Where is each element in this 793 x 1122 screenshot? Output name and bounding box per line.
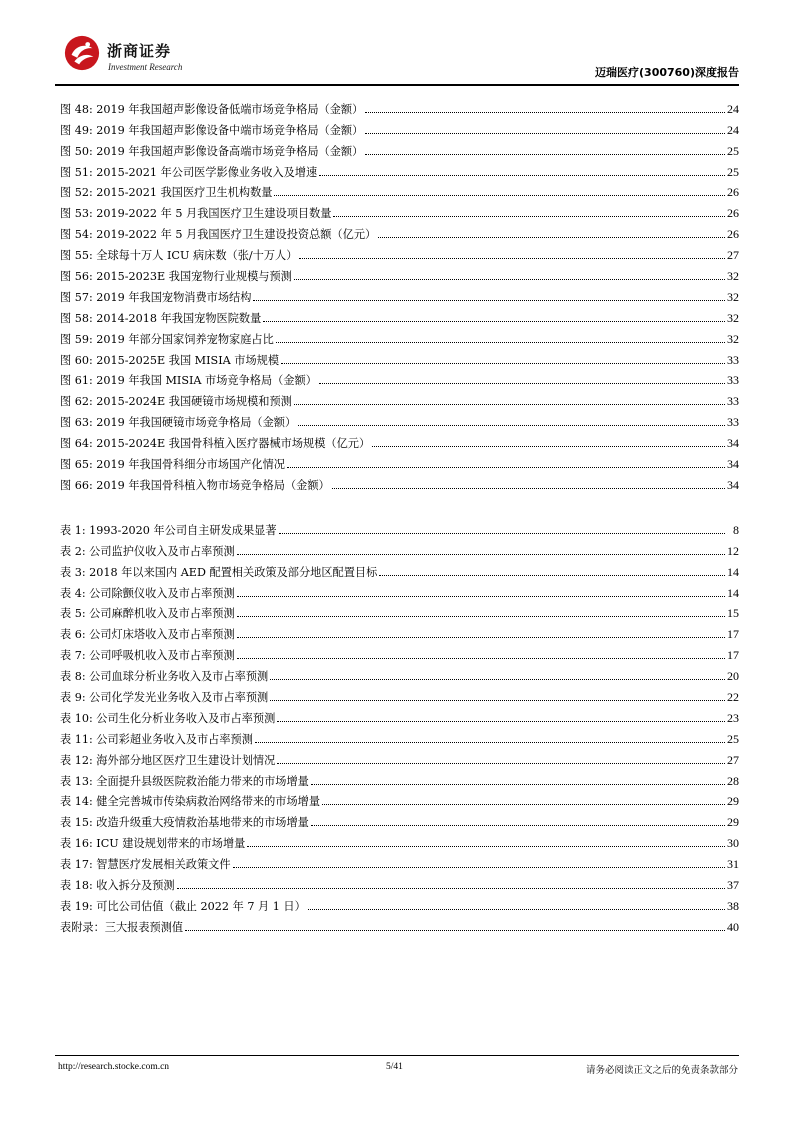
toc-table-entry[interactable] <box>60 642 739 663</box>
dot-leader <box>319 382 725 384</box>
dot-leader <box>237 657 725 659</box>
toc-table-entry-page: 29 <box>727 815 739 830</box>
dot-leader <box>294 403 725 405</box>
toc-figure-entry[interactable] <box>60 347 739 368</box>
toc-table-entry-page: 28 <box>727 773 739 788</box>
toc-figure-entry-page: 24 <box>727 101 739 116</box>
toc-figure-entry-page: 34 <box>727 457 739 472</box>
dot-leader <box>333 215 725 217</box>
toc-figure-entry-label: 图 65: 2019 年我国骨科细分市场国产化情况 <box>60 458 285 472</box>
dot-leader <box>237 595 725 597</box>
toc-figure-entry-page: 25 <box>727 143 739 158</box>
toc-table-entry-label: 表 1: 1993-2020 年公司自主研发成果显著 <box>60 523 277 537</box>
report-title: 迈瑞医疗(300760)深度报告 <box>595 66 739 79</box>
dot-leader <box>322 803 725 805</box>
toc-figure-entry-label: 图 53: 2019-2022 年 5 月我国医疗卫生建设项目数量 <box>60 207 332 221</box>
toc-figure-entry-label: 图 52: 2015-2021 我国医疗卫生机构数量 <box>60 186 273 200</box>
dot-leader <box>263 320 725 322</box>
toc-figure-entry[interactable] <box>60 472 739 493</box>
toc-figure-entry-label: 图 61: 2019 年我国 MISIA 市场竞争格局（金额） <box>60 374 317 388</box>
toc-table-entry-label: 表 12: 海外部分地区医疗卫生建设计划情况 <box>60 753 276 767</box>
toc-figure-entry-page: 26 <box>727 206 739 221</box>
toc-figure-entry-label: 图 59: 2019 年部分国家饲养宠物家庭占比 <box>60 332 274 346</box>
toc-table-entry[interactable] <box>60 517 739 538</box>
toc-table-entry[interactable] <box>60 893 739 914</box>
dot-leader <box>237 636 725 638</box>
toc-table-entry[interactable] <box>60 580 739 601</box>
dot-leader <box>270 699 725 701</box>
dot-leader <box>233 866 725 868</box>
toc-table-entry-label: 表 15: 改造升级重大疫情救治基地带来的市场增量 <box>60 816 309 830</box>
toc-figure-entry-label: 图 56: 2015-2023E 我国宠物行业规模与预测 <box>60 270 292 284</box>
toc-figure-entry-page: 26 <box>727 227 739 242</box>
toc-table-entry[interactable] <box>60 559 739 580</box>
toc-table-entry-label: 表 19: 可比公司估值（截止 2022 年 7 月 1 日） <box>60 899 306 913</box>
dot-leader <box>365 132 725 134</box>
toc-figure-entry-label: 图 55: 全球每十万人 ICU 病床数（张/十万人） <box>60 249 298 263</box>
header-divider <box>55 84 739 86</box>
page-header <box>55 28 739 82</box>
toc-figure-entry[interactable] <box>60 159 739 180</box>
toc-table-entry-label: 表附录：三大报表预测值 <box>60 920 184 934</box>
toc-table-entry-label: 表 6: 公司灯床塔收入及市占率预测 <box>60 628 235 642</box>
toc-table-entry-page: 15 <box>727 606 739 621</box>
toc-figure-entry-label: 图 64: 2015-2024E 我国骨科植入医疗器械市场规模（亿元） <box>60 437 371 451</box>
toc-table-entry-page: 29 <box>727 794 739 809</box>
toc-table-entry-label: 表 7: 公司呼吸机收入及市占率预测 <box>60 649 235 663</box>
toc-table-entry-page: 17 <box>727 627 739 642</box>
toc-table-entry[interactable] <box>60 768 739 789</box>
toc-table-entry[interactable] <box>60 684 739 705</box>
dot-leader <box>287 466 725 468</box>
toc-table-entry-page: 30 <box>727 836 739 851</box>
toc-table-entry-label: 表 14: 健全完善城市传染病救治网络带来的市场增量 <box>60 795 321 809</box>
dot-leader <box>270 678 725 680</box>
dot-leader <box>311 783 725 785</box>
toc-table-entry-page: 22 <box>727 690 739 705</box>
toc-figure-entry-page: 24 <box>727 122 739 137</box>
toc-table-entry-label: 表 17: 智慧医疗发展相关政策文件 <box>60 858 231 872</box>
dot-leader <box>332 487 725 489</box>
dot-leader <box>379 574 725 576</box>
toc-table-entry-label: 表 3: 2018 年以来国内 AED 配置相关政策及部分地区配置目标 <box>60 565 378 579</box>
dot-leader <box>319 174 725 176</box>
toc-table-entry-page: 27 <box>727 752 739 767</box>
toc-figure-entry[interactable] <box>60 242 739 263</box>
toc-figure-entry[interactable] <box>60 284 739 305</box>
toc-figure-entry[interactable] <box>60 200 739 221</box>
toc-table-entry[interactable] <box>60 872 739 893</box>
toc-table-entry[interactable] <box>60 789 739 810</box>
toc-table-entry[interactable] <box>60 809 739 830</box>
toc-table-entry-label: 表 9: 公司化学发光业务收入及市占率预测 <box>60 691 269 705</box>
toc-table-entry-page: 14 <box>727 564 739 579</box>
toc-figure-entry-label: 图 57: 2019 年我国宠物消费市场结构 <box>60 290 252 304</box>
toc-table-entry[interactable] <box>60 851 739 872</box>
dot-leader <box>298 424 725 426</box>
dot-leader <box>372 445 725 447</box>
dot-leader <box>281 362 725 364</box>
toc-table-entry-label: 表 11: 公司彩超业务收入及市占率预测 <box>60 732 253 746</box>
toc-figure-entry-label: 图 60: 2015-2025E 我国 MISIA 市场规模 <box>60 353 280 367</box>
toc-table-entry-label: 表 13: 全面提升县级医院救治能力带来的市场增量 <box>60 774 309 788</box>
dot-leader <box>177 887 725 889</box>
toc-table-entry[interactable] <box>60 747 739 768</box>
toc-figure-entry-page: 32 <box>727 331 739 346</box>
toc-figure-entry-label: 图 66: 2019 年我国骨科植入物市场竞争格局（金额） <box>60 478 330 492</box>
toc-figure-entry-page: 34 <box>727 477 739 492</box>
dot-leader <box>299 257 725 259</box>
table-list <box>60 517 739 935</box>
dot-leader <box>277 720 725 722</box>
footer-divider <box>55 1055 739 1056</box>
toc-table-entry-page: 8 <box>733 522 739 537</box>
dot-leader <box>378 236 725 238</box>
dot-leader <box>311 824 725 826</box>
toc-table-entry-label: 表 2: 公司监护仪收入及市占率预测 <box>60 544 235 558</box>
dot-leader <box>279 532 725 534</box>
toc-figure-entry-label: 图 51: 2015-2021 年公司医学影像业务收入及增速 <box>60 165 318 179</box>
dot-leader <box>237 615 725 617</box>
toc-figure-entry-label: 图 63: 2019 年我国硬镜市场竞争格局（金额） <box>60 416 297 430</box>
toc-figure-entry[interactable] <box>60 180 739 201</box>
toc-figure-entry[interactable] <box>60 305 739 326</box>
brand-name-cn: 浙商证券 <box>107 42 172 60</box>
toc-figure-entry-page: 32 <box>727 289 739 304</box>
dot-leader <box>274 194 725 196</box>
toc-figure-entry-page: 33 <box>727 415 739 430</box>
toc-figure-entry-page: 32 <box>727 269 739 284</box>
toc-table-entry[interactable] <box>60 621 739 642</box>
brand-logo <box>55 28 225 78</box>
toc-figure-entry[interactable] <box>60 451 739 472</box>
toc-figure-entry-page: 33 <box>727 394 739 409</box>
toc-table-entry-label: 表 10: 公司生化分析业务收入及市占率预测 <box>60 711 276 725</box>
dot-leader <box>294 278 725 280</box>
toc-table-entry-label: 表 18: 收入拆分及预测 <box>60 879 175 893</box>
dot-leader <box>365 153 725 155</box>
toc-figure-entry-page: 26 <box>727 185 739 200</box>
toc-table-entry[interactable] <box>60 601 739 622</box>
toc-figure-entry[interactable] <box>60 138 739 159</box>
toc-figure-entry-label: 图 48: 2019 年我国超声影像设备低端市场竞争格局（金额） <box>60 102 364 116</box>
toc-table-entry-page: 14 <box>727 585 739 600</box>
footer-disclaimer: 请务必阅读正文之后的免责条款部分 <box>585 1065 738 1076</box>
toc-figure-entry-label: 图 50: 2019 年我国超声影像设备高端市场竞争格局（金额） <box>60 144 364 158</box>
dot-leader <box>185 929 725 931</box>
dot-leader <box>276 341 725 343</box>
toc-figure-entry[interactable] <box>60 430 739 451</box>
toc-figure-entry[interactable] <box>60 388 739 409</box>
toc-figure-entry-page: 27 <box>727 248 739 263</box>
toc-figure-entry[interactable] <box>60 263 739 284</box>
footer-page-number: 5/41 <box>386 1062 403 1072</box>
brand-name-en: Investment Research <box>108 62 183 72</box>
toc-table-entry-page: 23 <box>727 710 739 725</box>
toc-table-entry-page: 31 <box>727 857 739 872</box>
toc-figure-entry[interactable] <box>60 96 739 117</box>
toc-table-entry[interactable] <box>60 663 739 684</box>
toc-table-entry-page: 40 <box>727 919 739 934</box>
toc-figure-entry-label: 图 58: 2014-2018 年我国宠物医院数量 <box>60 311 262 325</box>
toc-figure-entry-label: 图 49: 2019 年我国超声影像设备中端市场竞争格局（金额） <box>60 123 364 137</box>
toc-table-entry-page: 17 <box>727 648 739 663</box>
toc-table-entry[interactable] <box>60 726 739 747</box>
toc-table-entry-page: 38 <box>727 898 739 913</box>
toc-figure-entry[interactable] <box>60 368 739 389</box>
dot-leader <box>237 553 725 555</box>
toc-figure-entry-page: 33 <box>727 352 739 367</box>
toc-table-entry-page: 12 <box>727 543 739 558</box>
toc-table-entry[interactable] <box>60 830 739 851</box>
toc-figure-entry-page: 25 <box>727 164 739 179</box>
toc-table-entry-page: 20 <box>727 669 739 684</box>
toc-figure-entry[interactable] <box>60 117 739 138</box>
dot-leader <box>247 845 725 847</box>
dot-leader <box>365 111 725 113</box>
toc-table-entry[interactable] <box>60 538 739 559</box>
toc-figure-entry[interactable] <box>60 221 739 242</box>
toc-figure-entry[interactable] <box>60 409 739 430</box>
toc-figure-entry-page: 33 <box>727 373 739 388</box>
toc-figure-entry-page: 32 <box>727 310 739 325</box>
toc-table-entry[interactable] <box>60 914 739 935</box>
dot-leader <box>255 741 725 743</box>
toc-figure-entry-label: 图 54: 2019-2022 年 5 月我国医疗卫生建设投资总额（亿元） <box>60 228 377 242</box>
toc-figure-entry-label: 图 62: 2015-2024E 我国硬镜市场规模和预测 <box>60 395 292 409</box>
toc-figure-entry-page: 34 <box>727 436 739 451</box>
toc-table-entry-page: 25 <box>727 731 739 746</box>
figure-list <box>60 96 739 493</box>
dot-leader <box>253 299 725 301</box>
toc-table-entry-label: 表 4: 公司除颤仪收入及市占率预测 <box>60 586 235 600</box>
dot-leader <box>277 762 725 764</box>
toc-table-entry-label: 表 5: 公司麻醉机收入及市占率预测 <box>60 607 235 621</box>
toc-table-entry-label: 表 16: ICU 建设规划带来的市场增量 <box>60 837 246 851</box>
dot-leader <box>308 908 725 910</box>
brand-logo-icon <box>63 34 101 72</box>
toc-table-entry-label: 表 8: 公司血球分析业务收入及市占率预测 <box>60 670 269 684</box>
toc-table-entry[interactable] <box>60 705 739 726</box>
footer-url[interactable]: http://research.stocke.com.cn <box>58 1062 170 1072</box>
toc-figure-entry[interactable] <box>60 326 739 347</box>
toc-table-entry-page: 37 <box>727 878 739 893</box>
